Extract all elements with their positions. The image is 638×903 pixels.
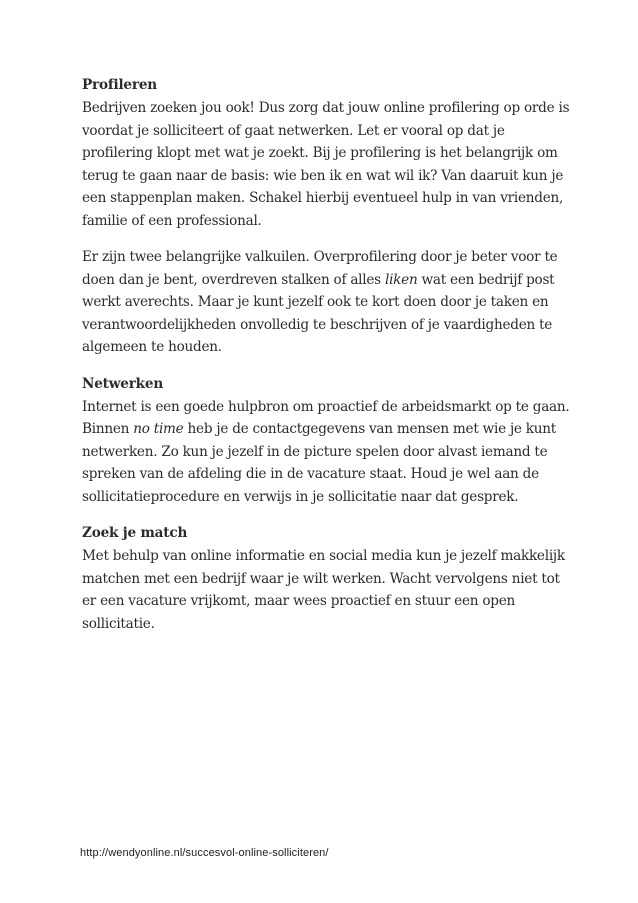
paragraph-text: heb je de contactgegevens van mensen met wie je kunt netwerken. Zo kun je jezelf in de picture spelen door alvast iemand te spreken van de afdeling die in de vacature staat. Houd je wel aan de sollicitatieprocedure en verwijs in je sollicitatie naar dat gesprek. [82, 421, 556, 505]
section-heading: Zoek je match [82, 525, 188, 541]
emphasis-text: liken [384, 271, 418, 288]
paragraph [82, 246, 572, 359]
paragraph-text: wat een bedrijf post werkt averechts. Maar je kunt jezelf ook te kort doen door je taken en verantwoordelijkheden onvolledig te beschrijven of je vaardigheden te algemeen te houden. [82, 271, 555, 355]
emphasis-text: no time [133, 421, 184, 437]
paragraph-text: Bedrijven zoeken jou ook! Dus zorg dat jouw online profilering op orde is voordat je solliciteert of gaat netwerken. Let er vooral op dat je profilering klopt met wat je zoekt. Bij je profilering is het belangrijk om terug te gaan naar de basis: wie ben ik en wat wil ik? Van daaruit kun je een stappenplan maken. Schakel hierbij eventueel hulp in van vrienden, familie of een professional. [82, 100, 570, 229]
section-profileren [82, 74, 572, 359]
section-heading: Profileren [82, 77, 157, 93]
section-netwerken [82, 373, 572, 509]
paragraph-text: Er zijn twee belangrijke valkuilen. Overprofilering door je beter voor te doen dan je bent, overdreven stalken of alles [82, 249, 558, 288]
paragraph-text: Met behulp van online informatie en social media kun je jezelf makkelijk matchen met een bedrijf waar je wilt werken. Wacht vervolgens niet tot er een vacature vrijkomt, maar wees proactief en stuur een open sollicitatie. [82, 548, 565, 632]
section-zoek-je-match [82, 522, 572, 635]
paragraph [82, 396, 572, 509]
section-heading: Netwerken [82, 375, 164, 392]
document-body [82, 74, 572, 635]
paragraph-text: Internet is een goede hulpbron om proactief de arbeidsmarkt op te gaan. Binnen [82, 398, 570, 437]
paragraph [82, 545, 572, 635]
paragraph [82, 97, 572, 232]
source-url: http://wendyonline.nl/succesvol-online-solliciteren/ [80, 847, 329, 859]
